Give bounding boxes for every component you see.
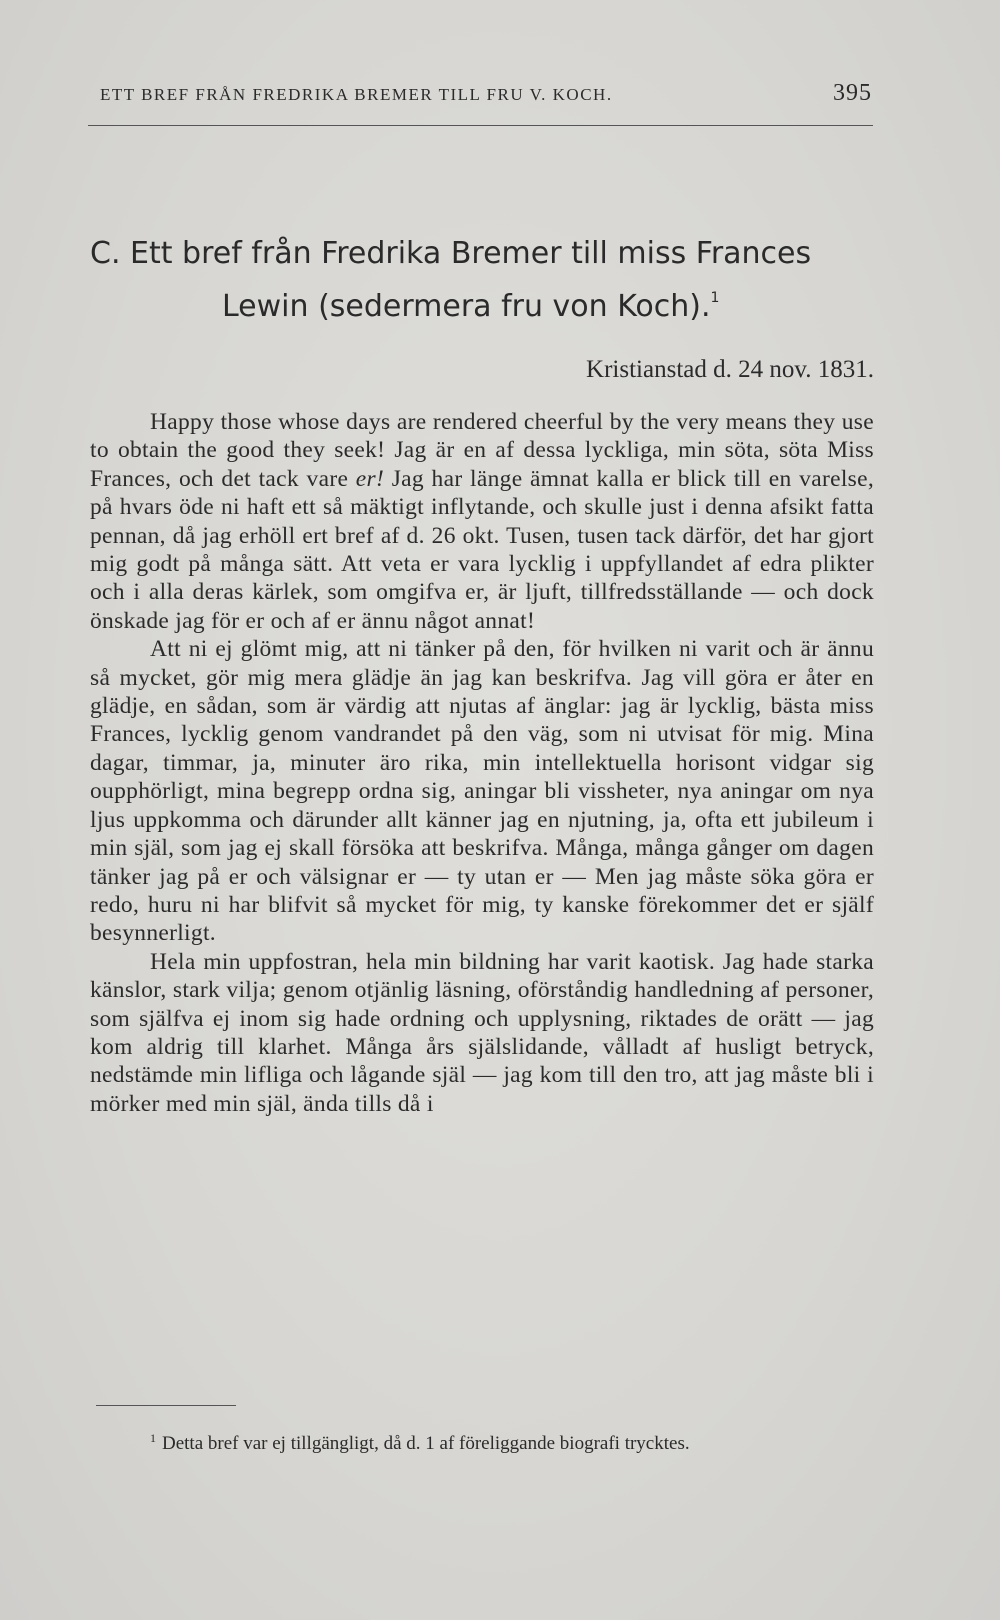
paragraph-2: Att ni ej glömt mig, att ni tänker på den, för hvilken ni varit och är ännu så mycket, gör mig mera glädje än jag kan beskrifva. Jag vill göra er åter en glädje, en sådan, som är värdig att njutas af änglar: jag är lycklig, bästa miss Frances, lycklig genom vandrandet på den väg, som ni utvisat för mig. Mina dagar, timmar, ja, minuter äro rika, min intellektuella horisont vidgar sig oupphörligt, mina begrepp ordna sig, aningar bli vissheter, nya aningar om nya ljus uppkomma och därunder allt känner jag en njutning, ja, ofta ett jubileum i min själ, som jag ej skall försöka att beskrifva. Många, många gånger om dagen tänker jag på er och välsignar er — ty utan er — Men jag måste söka göra er redo, huru ni har blifvit så mycket för mig, ty kanske förekommer det er själf besynnerligt.	[90, 636, 874, 947]
running-title: ETT BREF FRÅN FREDRIKA BREMER TILL FRU V. KOCH.	[100, 85, 613, 104]
section-heading	[90, 232, 890, 329]
header-rule	[88, 125, 873, 126]
footnote	[90, 1425, 874, 1457]
paragraph-3: Hela min uppfostran, hela min bildning har varit kaotisk. Jag hade starka känslor, stark vilja; genom otjänlig läsning, oförståndig handledning af personer, som själfva ej inom sig hade ordning och upplysning, riktades de orätt — jag kom aldrig till klarhet. Många års själslidande, vålladt af husligt betryck, nedstämde min lifliga och lågande själ — jag kom till den tro, att jag måste bli i mörker med min själ, ända tills då i	[90, 948, 874, 1117]
running-header	[100, 80, 872, 107]
paragraph-1-text-a: Happy those whose days are rendered cheerful by the very means they use to obtain the good they seek! Jag är en af dessa lyckliga, min söta, söta Miss Frances, och det tack vare	[90, 409, 874, 492]
letter-dateline: Kristianstad d. 24 nov. 1831.	[586, 356, 874, 383]
footnote-rule	[96, 1405, 236, 1406]
paragraph-1	[90, 408, 874, 635]
heading-line-2	[90, 276, 890, 329]
letter-body	[90, 408, 874, 1118]
footnote-text: Detta bref var ej tillgängligt, då d. 1 af föreliggande biografi trycktes.	[162, 1433, 690, 1454]
footnote-mark: 1	[150, 1431, 156, 1445]
page-number: 395	[833, 80, 872, 106]
paragraph-1-emphasis: er!	[355, 465, 385, 492]
paragraph-1-text-b: Jag har länge ämnat kalla er blick till en varelse, på hvars öde ni haft ett så mäktigt inflytande, och skulle just i denna afsikt fatta pennan, då jag erhöll ert bref af d. 26 okt. Tusen, tusen tack därför, det har gjort mig godt på många sätt. Att veta er vara lycklig i uppfyllandet af edra plikter och i alla deras kärlek, som omgifva er, är ljuft, tillfredsställande — och dock önskade jag för er och af er ännu något annat!	[90, 465, 874, 634]
footnote-reference: 1	[710, 290, 720, 306]
heading-line-2-text: Lewin (sedermera fru von Koch).	[222, 289, 711, 324]
heading-line-1: C. Ett bref från Fredrika Bremer till miss Frances	[90, 236, 812, 271]
